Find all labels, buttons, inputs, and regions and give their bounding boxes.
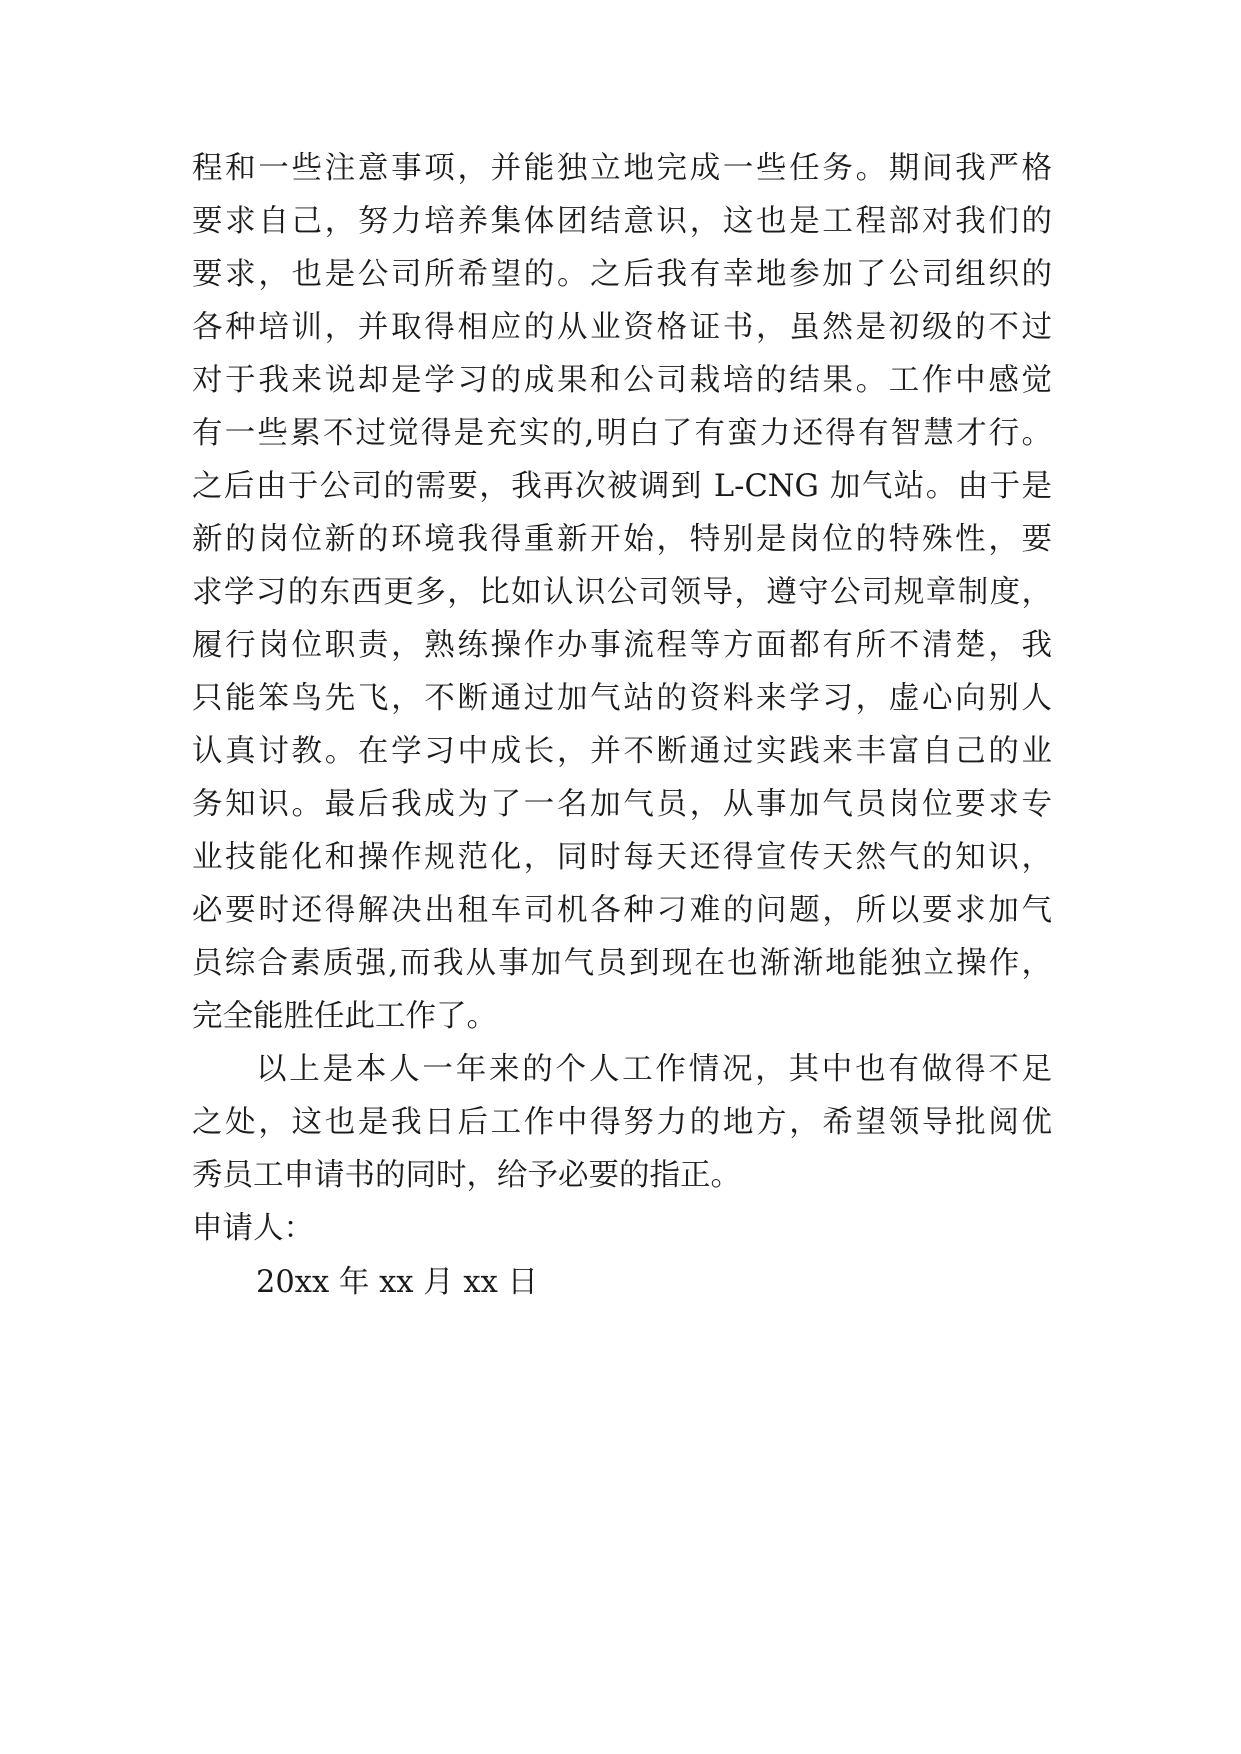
applicant-label: 申请人： — [192, 1211, 314, 1246]
body-line: 程和一些注意事项，并能独立地完成一些任务。期间我严格 — [192, 151, 1052, 186]
closing-line: 以上是本人一年来的个人工作情况，其中也有做得不足 — [256, 1052, 1052, 1087]
body-line: 务知识。最后我成为了一名加气员，从事加气员岗位要求专 — [192, 787, 1052, 822]
body-line: 要求，也是公司所希望的。之后我有幸地参加了公司组织的 — [192, 257, 1052, 292]
body-line: 必要时还得解决出租车司机各种刁难的问题，所以要求加气 — [192, 893, 1052, 928]
date-line: 20xx 年 xx 月 xx 日 — [256, 1265, 538, 1300]
body-line: 履行岗位职责，熟练操作办事流程等方面都有所不清楚，我 — [192, 628, 1052, 663]
body-line: 要求自己，努力培养集体团结意识，这也是工程部对我们的 — [192, 204, 1052, 239]
body-line: 对于我来说却是学习的成果和公司栽培的结果。工作中感觉 — [192, 363, 1052, 398]
closing-line: 秀员工申请书的同时，给予必要的指正。 — [192, 1158, 741, 1193]
body-line: 认真讨教。在学习中成长，并不断通过实践来丰富自己的业 — [192, 734, 1052, 769]
body-line: 只能笨鸟先飞，不断通过加气站的资料来学习，虚心向别人 — [192, 681, 1052, 716]
body-line: 有一些累不过觉得是充实的,明白了有蛮力还得有智慧才行。 — [192, 416, 1052, 451]
body-line: 员综合素质强,而我从事加气员到现在也渐渐地能独立操作， — [192, 946, 1052, 981]
body-line: 求学习的东西更多，比如认识公司领导，遵守公司规章制度， — [192, 575, 1052, 610]
body-line: 完全能胜任此工作了。 — [192, 999, 497, 1034]
closing-line: 之处，这也是我日后工作中得努力的地方，希望领导批阅优 — [192, 1105, 1052, 1140]
body-line: 之后由于公司的需要，我再次被调到 L-CNG 加气站。由于是 — [192, 469, 1052, 504]
body-line: 业技能化和操作规范化，同时每天还得宣传天然气的知识， — [192, 840, 1052, 875]
body-line: 各种培训，并取得相应的从业资格证书，虽然是初级的不过 — [192, 310, 1052, 345]
body-line: 新的岗位新的环境我得重新开始，特别是岗位的特殊性，要 — [192, 522, 1052, 557]
